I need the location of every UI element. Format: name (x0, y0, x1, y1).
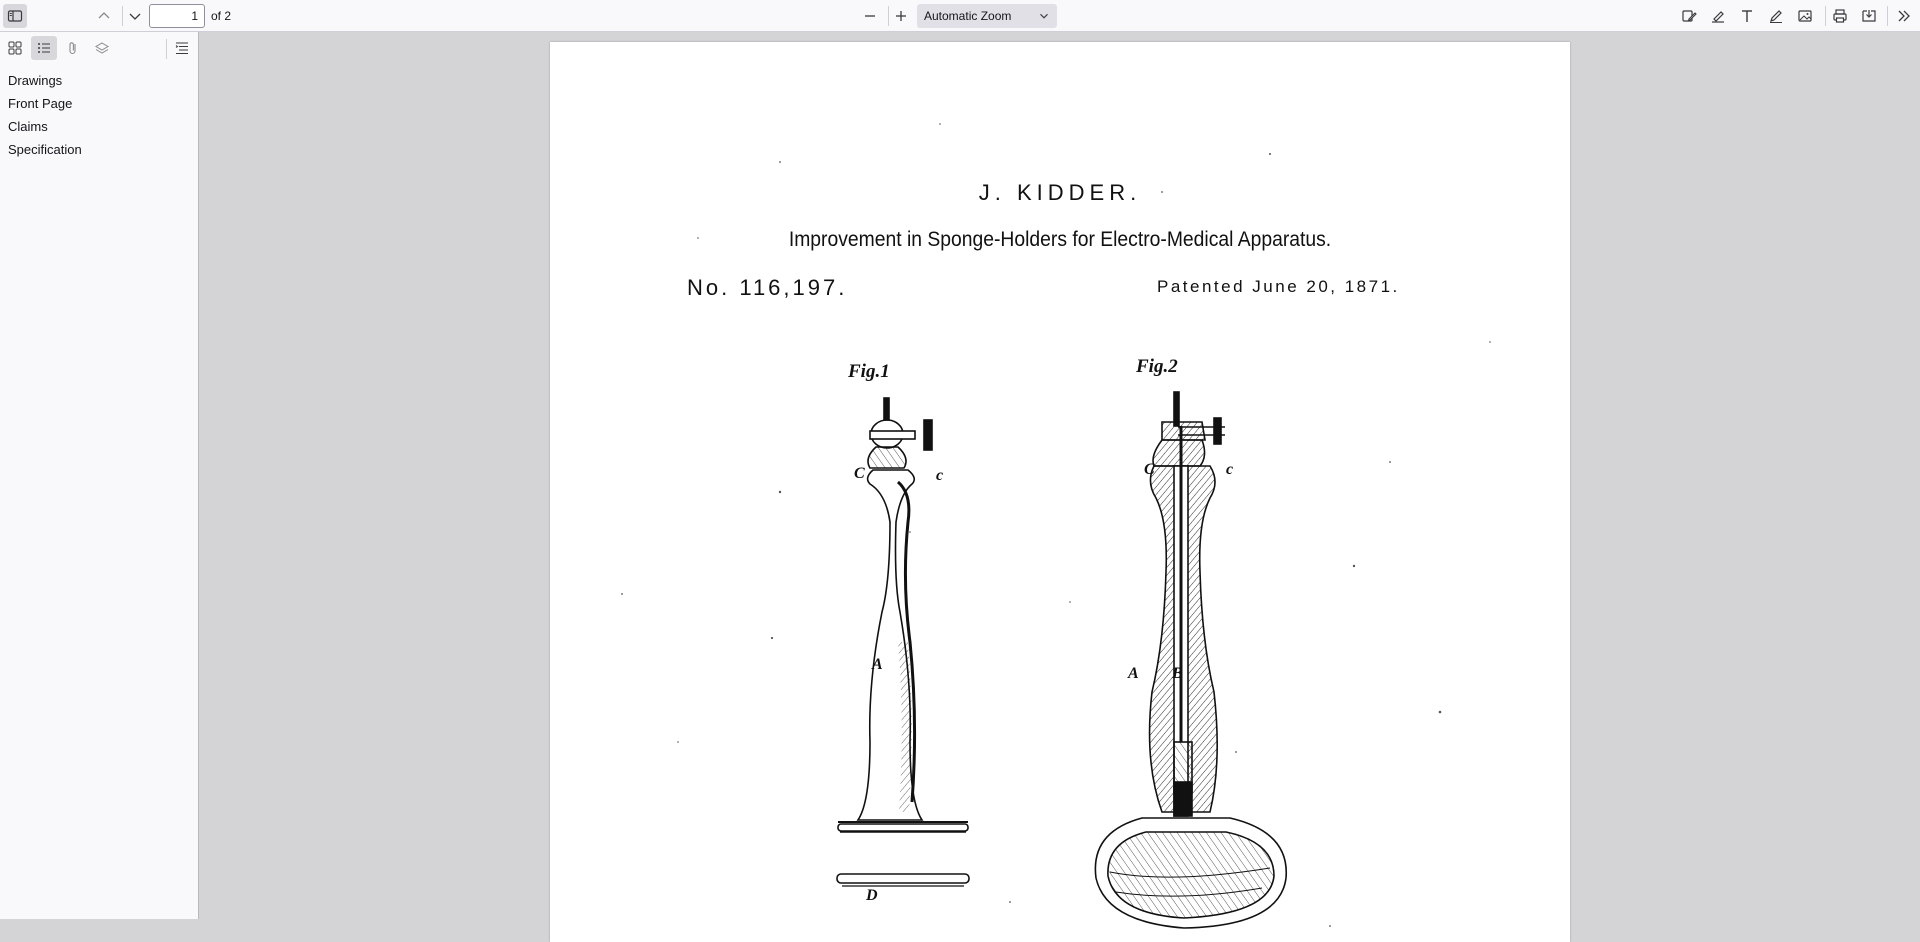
zoom-select[interactable] (917, 4, 1057, 28)
patent-inventor: J. KIDDER. (978, 180, 1142, 205)
figure-2-letter-c-lower: c (1226, 461, 1234, 478)
double-chevron-right-icon (1896, 8, 1912, 24)
outline-item-front-page[interactable]: Front Page (8, 96, 73, 111)
figure-1-letter-a: A (872, 656, 883, 673)
sidebar-toggle-button[interactable] (3, 4, 27, 28)
patent-number: No. 116,197. (687, 275, 848, 300)
zoom-select-value: Automatic Zoom (924, 9, 1012, 23)
previous-page-button[interactable] (92, 4, 116, 28)
stamp-icon (1681, 8, 1697, 24)
figure-1-label: Fig.1 (848, 361, 890, 382)
image-tool-button[interactable] (1793, 4, 1817, 28)
sidebar-toggle-icon (7, 8, 23, 24)
highlighter-icon (1710, 8, 1726, 24)
patent-title: Improvement in Sponge-Holders for Electro-Medical Apparatus. (788, 228, 1332, 251)
outline-list (0, 69, 198, 161)
thumbnails-icon (7, 40, 23, 56)
image-icon (1797, 8, 1813, 24)
figure-2-letter-b: B (1172, 665, 1183, 682)
pdf-page (550, 42, 1570, 942)
next-page-button[interactable] (123, 4, 147, 28)
pen-icon (1768, 8, 1784, 24)
toolbar (0, 0, 1920, 32)
outline-item-specification[interactable]: Specification (8, 142, 82, 157)
figure-2-letter-c-upper: C (1144, 461, 1155, 478)
zoom-in-button[interactable] (889, 4, 913, 28)
sidebar-divider (166, 39, 167, 59)
page-count-label: of 2 (211, 9, 232, 23)
outline-list-icon (36, 40, 52, 56)
patent-date: Patented June 20, 1871. (1157, 277, 1400, 296)
plus-icon (893, 8, 909, 24)
minus-icon (862, 8, 878, 24)
more-tools-button[interactable] (1892, 4, 1916, 28)
toolbar-divider (1825, 6, 1826, 26)
highlight-tool-button[interactable] (1706, 4, 1730, 28)
outline-item-drawings[interactable]: Drawings (8, 73, 63, 88)
attachments-view-button[interactable] (61, 36, 85, 60)
figure-1-letter-c-upper: C (854, 465, 865, 482)
figure-2-letter-a: A (1128, 665, 1139, 682)
toolbar-divider (1887, 6, 1888, 26)
figure-2-drawing (1095, 392, 1286, 928)
patent-drawing (550, 42, 1570, 942)
current-outline-item-button[interactable] (170, 36, 194, 60)
page-number-input[interactable] (149, 4, 205, 28)
save-button[interactable] (1857, 4, 1881, 28)
sidebar-view-toolbar (0, 32, 198, 66)
zoom-out-button[interactable] (858, 4, 882, 28)
text-tool-button[interactable] (1735, 4, 1759, 28)
print-icon (1832, 8, 1848, 24)
figure-1-letter-c-lower: c (936, 467, 944, 484)
outline-item-claims[interactable]: Claims (8, 119, 48, 134)
layers-icon (94, 40, 110, 56)
save-icon (1861, 8, 1877, 24)
text-icon (1739, 8, 1755, 24)
outline-tree-icon (174, 40, 190, 56)
sidebar (0, 32, 199, 919)
outline-view-button[interactable] (31, 36, 57, 60)
chevron-down-icon (1037, 9, 1051, 23)
stamp-tool-button[interactable] (1677, 4, 1701, 28)
print-button[interactable] (1828, 4, 1852, 28)
thumbnails-view-button[interactable] (3, 36, 27, 60)
draw-tool-button[interactable] (1764, 4, 1788, 28)
paperclip-icon (65, 40, 81, 56)
figure-2-label: Fig.2 (1136, 356, 1178, 377)
scan-noise (621, 123, 1491, 927)
chevron-down-icon (127, 8, 143, 24)
figure-1-letter-d: D (866, 887, 878, 904)
layers-view-button[interactable] (90, 36, 114, 60)
chevron-up-icon (96, 8, 112, 24)
